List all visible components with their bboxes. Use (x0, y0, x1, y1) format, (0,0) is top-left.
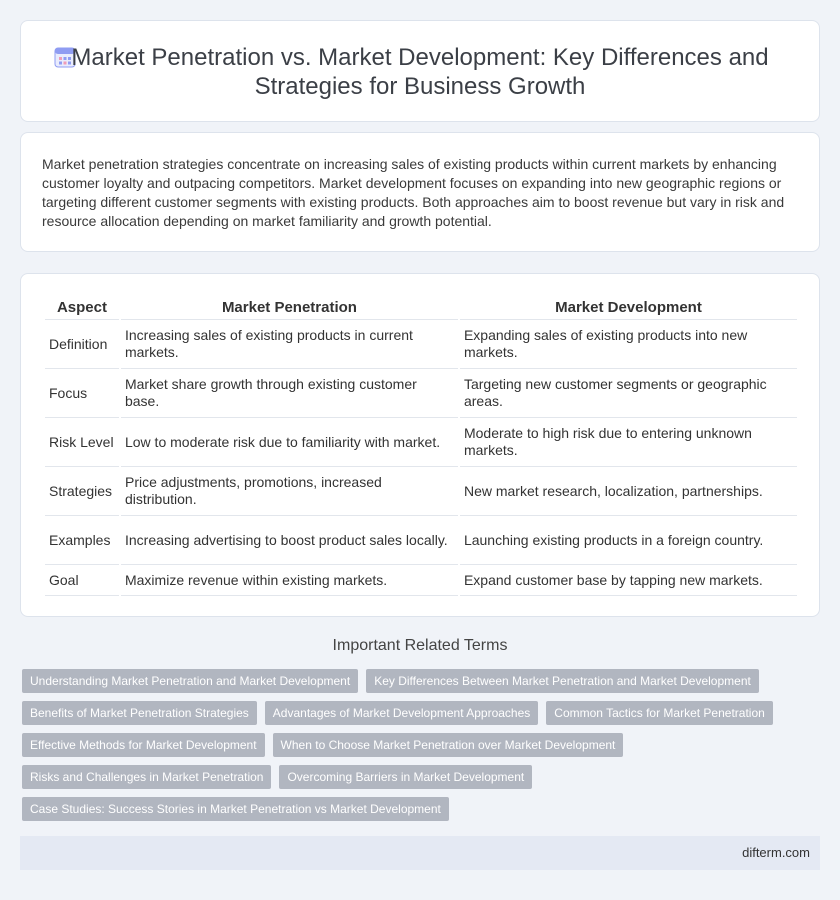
comparison-table-card (20, 273, 820, 617)
header-aspect: Aspect (45, 296, 119, 320)
related-term-tag[interactable]: Benefits of Market Penetration Strategies (22, 701, 257, 725)
footer-site-link[interactable]: difterm.com (742, 845, 810, 860)
cell-development: Targeting new customer segments or geographic areas. (460, 369, 797, 418)
cell-development: Expand customer base by tapping new markets. (460, 565, 797, 596)
table-row (45, 320, 797, 369)
header-card (20, 20, 820, 122)
table-row (45, 369, 797, 418)
cell-aspect: Goal (45, 565, 119, 596)
cell-penetration: Increasing sales of existing products in current markets. (121, 320, 458, 369)
related-term-tag[interactable]: Key Differences Between Market Penetration and Market Development (366, 669, 759, 693)
related-term-tag[interactable]: Case Studies: Success Stories in Market Penetration vs Market Development (22, 797, 449, 821)
intro-card (20, 132, 820, 252)
footer (20, 836, 820, 870)
comparison-table (43, 296, 799, 596)
cell-penetration: Market share growth through existing customer base. (121, 369, 458, 418)
related-term-tag[interactable]: Understanding Market Penetration and Market Development (22, 669, 358, 693)
header-market-development: Market Development (460, 296, 797, 320)
related-term-tag[interactable]: Common Tactics for Market Penetration (546, 701, 773, 725)
cell-penetration: Price adjustments, promotions, increased distribution. (121, 467, 458, 516)
cell-development: New market research, localization, partnerships. (460, 467, 797, 516)
table-row (45, 565, 797, 596)
table-row (45, 516, 797, 565)
related-term-tag[interactable]: Effective Methods for Market Development (22, 733, 265, 757)
cell-aspect: Definition (45, 320, 119, 369)
cell-development: Moderate to high risk due to entering unknown markets. (460, 418, 797, 467)
related-term-tag[interactable]: Risks and Challenges in Market Penetration (22, 765, 271, 789)
related-terms-list (22, 669, 822, 829)
cell-aspect: Risk Level (45, 418, 119, 467)
cell-development: Expanding sales of existing products into new markets. (460, 320, 797, 369)
page-title-line2: Strategies for Business Growth (254, 73, 586, 100)
intro-text: Market penetration strategies concentrate on increasing sales of existing products within current markets by enhancing customer loyalty and outpacing competitors. Market development focuses on expanding into new geographic regions or targeting different customer segments with existing products. Both approaches aim to boost revenue but vary in risk and resource allocation depending on market familiarity and growth potential. (42, 156, 785, 229)
related-term-tag[interactable]: Overcoming Barriers in Market Development (279, 765, 532, 789)
table-row (45, 467, 797, 516)
cell-aspect: Examples (45, 516, 119, 565)
cell-aspect: Focus (45, 369, 119, 418)
cell-penetration: Maximize revenue within existing markets. (121, 565, 458, 596)
cell-penetration: Increasing advertising to boost product sales locally. (121, 516, 458, 565)
cell-aspect: Strategies (45, 467, 119, 516)
related-terms-heading: Important Related Terms (332, 637, 508, 654)
header-market-penetration: Market Penetration (121, 296, 458, 320)
cell-penetration: Low to moderate risk due to familiarity with market. (121, 418, 458, 467)
page-title (21, 43, 819, 101)
page-title-line1: Market Penetration vs. Market Development: Key Differences and (71, 44, 769, 71)
table-row (45, 418, 797, 467)
related-term-tag[interactable]: Advantages of Market Development Approaches (265, 701, 538, 725)
related-term-tag[interactable]: When to Choose Market Penetration over Market Development (273, 733, 624, 757)
cell-development: Launching existing products in a foreign country. (460, 516, 797, 565)
